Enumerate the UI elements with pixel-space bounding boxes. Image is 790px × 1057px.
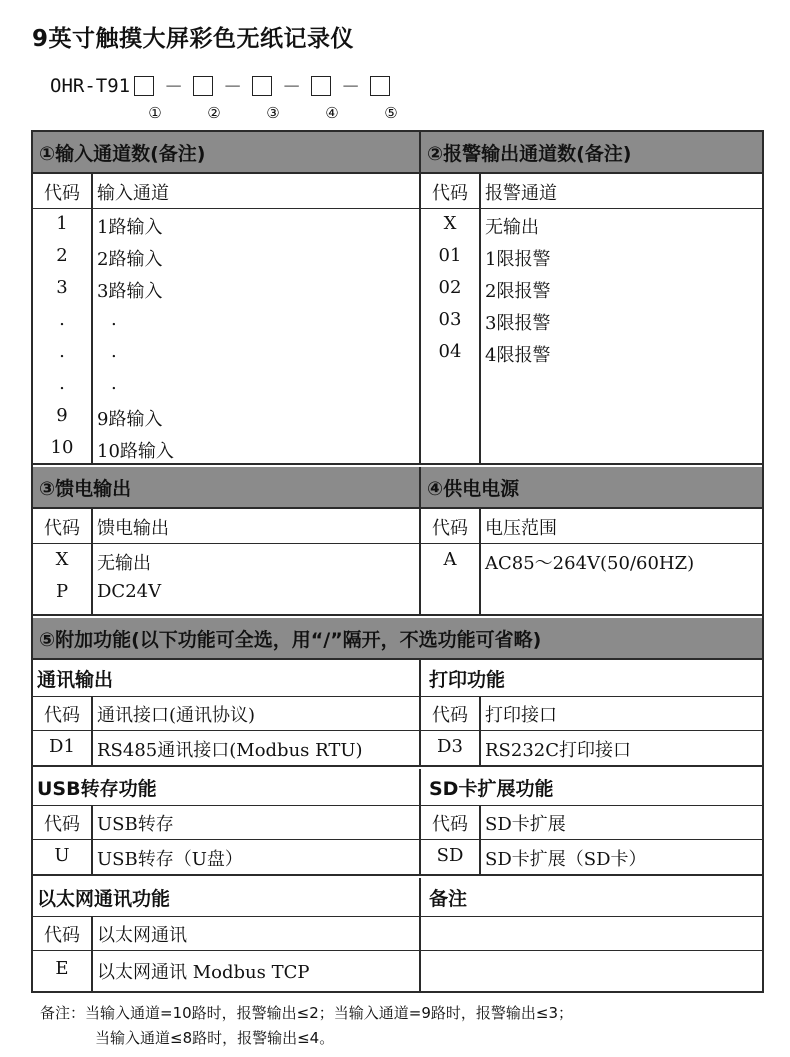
- value-cell: 4限报警: [485, 345, 551, 366]
- comm-title: 通讯输出: [33, 660, 419, 697]
- column-divider: [91, 806, 93, 839]
- option-box-5: [370, 76, 390, 96]
- column-divider: [479, 840, 481, 874]
- value-cell: RS485通讯接口(Modbus RTU): [97, 740, 363, 761]
- usb-title: USB转存功能: [33, 769, 419, 806]
- section1-body: [33, 174, 421, 463]
- print-block: [421, 660, 762, 765]
- section2-body: [421, 174, 762, 463]
- position-number: ⑤: [384, 104, 398, 122]
- section4-col-header: [421, 509, 762, 544]
- position-number: ②: [207, 104, 221, 122]
- model-code: [50, 72, 394, 99]
- sd-title: SD卡扩展功能: [421, 769, 762, 806]
- section3-body: [33, 509, 421, 614]
- value-cell: 无输出: [97, 553, 151, 574]
- value-cell: 1限报警: [485, 249, 551, 270]
- code-cell: .: [59, 309, 65, 330]
- code-cell: D3: [437, 736, 463, 757]
- code-cell: 02: [438, 277, 462, 298]
- column-divider: [91, 509, 93, 614]
- value-cell: .: [111, 309, 117, 330]
- section1-header: ①输入通道数(备注): [33, 132, 421, 172]
- code-cell: D1: [49, 736, 75, 757]
- value-cell: SD卡扩展（SD卡）: [485, 849, 647, 870]
- option-box-3: [252, 76, 272, 96]
- name-col-label: 输入通道: [97, 183, 169, 204]
- section2-header: ②报警输出通道数(备注): [427, 142, 632, 165]
- page-title: 9英寸触摸大屏彩色无纸记录仪: [32, 26, 355, 52]
- value-cell: DC24V: [97, 581, 162, 602]
- code-cell: X: [55, 549, 69, 570]
- code-col-label: 代码: [432, 518, 468, 539]
- name-col-label: 打印接口: [485, 705, 557, 726]
- section5-header: ⑤附加功能(以下功能可全选，用“/”隔开，不选功能可省略): [39, 628, 542, 651]
- code-col-label: 代码: [432, 705, 468, 726]
- code-col-label: 代码: [44, 518, 80, 539]
- code-cell: 9: [56, 405, 68, 426]
- option-box-1: [134, 76, 154, 96]
- section4-header: ④供电电源: [427, 477, 520, 500]
- value-cell: 2限报警: [485, 281, 551, 302]
- value-cell: 9路输入: [97, 409, 163, 430]
- position-number: ①: [148, 104, 162, 122]
- name-col-label: 通讯接口(通讯协议): [97, 705, 256, 726]
- remark-block: [421, 878, 762, 991]
- code-col-label: 代码: [44, 705, 80, 726]
- code-cell: 04: [438, 341, 462, 362]
- name-col-label: USB转存: [97, 814, 174, 835]
- name-col-label: 以太网通讯: [97, 925, 187, 946]
- column-divider: [479, 731, 481, 765]
- code-cell: 10: [50, 437, 74, 458]
- print-title: 打印功能: [421, 660, 762, 697]
- code-cell: E: [55, 958, 69, 979]
- section-header-row: [33, 132, 762, 174]
- code-cell: 3: [56, 277, 68, 298]
- code-col-label: 代码: [432, 814, 468, 835]
- section2-col-header: [421, 174, 762, 209]
- model-dash: －: [164, 76, 184, 98]
- footnote: [40, 1001, 573, 1051]
- value-cell: 2路输入: [97, 249, 163, 270]
- section4-body: [421, 509, 762, 614]
- remark-line: [421, 917, 762, 951]
- code-cell: X: [443, 213, 457, 234]
- comm-col-header: [33, 697, 419, 731]
- footnote-line: 备注：当输入通道=10路时，报警输出≤2；当输入通道=9路时，报警输出≤3；: [40, 1004, 573, 1022]
- section5-header-row: [33, 618, 762, 660]
- column-divider: [91, 697, 93, 730]
- eth-block: [33, 878, 421, 991]
- position-number: ④: [325, 104, 339, 122]
- value-cell: 1路输入: [97, 217, 163, 238]
- value-cell: 3路输入: [97, 281, 163, 302]
- option-box-4: [311, 76, 331, 96]
- column-divider: [479, 509, 481, 614]
- usb-block: [33, 769, 421, 874]
- column-divider: [479, 697, 481, 730]
- code-col-label: 代码: [44, 183, 80, 204]
- addon-block: [33, 878, 762, 991]
- column-divider: [91, 731, 93, 765]
- section12-body: [33, 174, 762, 465]
- code-cell: 01: [438, 245, 462, 266]
- model-dash: －: [282, 76, 302, 98]
- sd-block: [421, 769, 762, 874]
- remark-title: 备注: [421, 878, 762, 917]
- value-cell: .: [111, 373, 117, 394]
- print-col-header: [421, 697, 762, 731]
- footnote-line: 当输入通道≤8路时，报警输出≤4。: [95, 1029, 335, 1047]
- value-cell: 无输出: [485, 217, 539, 238]
- value-cell: 3限报警: [485, 313, 551, 334]
- eth-title: 以太网通讯功能: [33, 878, 419, 917]
- value-cell: .: [111, 341, 117, 362]
- name-col-label: 报警通道: [485, 183, 557, 204]
- column-divider: [91, 951, 93, 991]
- code-cell: .: [59, 373, 65, 394]
- code-cell: SD: [436, 845, 464, 866]
- print-row: [421, 731, 762, 765]
- code-cell: .: [59, 341, 65, 362]
- code-cell: P: [55, 581, 69, 602]
- column-divider: [479, 174, 481, 463]
- code-cell: 03: [438, 309, 462, 330]
- position-number: ③: [266, 104, 280, 122]
- model-dash: －: [341, 76, 361, 98]
- column-divider: [479, 806, 481, 839]
- value-cell: RS232C打印接口: [485, 740, 632, 761]
- usb-col-header: [33, 806, 419, 840]
- sd-col-header: [421, 806, 762, 840]
- section3-header: ③馈电输出: [33, 467, 421, 507]
- model-prefix: OHR-T91: [50, 74, 131, 97]
- code-col-label: 代码: [44, 814, 80, 835]
- column-divider: [91, 840, 93, 874]
- section34-body: [33, 509, 762, 616]
- addon-block: [33, 769, 762, 876]
- code-cell: U: [54, 845, 70, 866]
- code-cell: 2: [56, 245, 68, 266]
- addon-block: [33, 660, 762, 767]
- section-header-row: [33, 467, 762, 509]
- option-box-2: [193, 76, 213, 96]
- eth-col-header: [33, 917, 419, 951]
- value-cell: USB转存（U盘）: [97, 849, 243, 870]
- code-cell: A: [443, 549, 457, 570]
- sd-row: [421, 840, 762, 874]
- column-divider: [91, 917, 93, 950]
- comm-row: [33, 731, 419, 765]
- comm-block: [33, 660, 421, 765]
- name-col-label: 电压范围: [485, 518, 557, 539]
- value-cell: 以太网通讯 Modbus TCP: [97, 962, 310, 983]
- eth-row: [33, 951, 419, 991]
- code-cell: 1: [56, 213, 68, 234]
- model-dash: －: [223, 76, 243, 98]
- code-col-label: 代码: [44, 925, 80, 946]
- column-divider: [91, 174, 93, 463]
- name-col-label: SD卡扩展: [485, 814, 566, 835]
- name-col-label: 馈电输出: [97, 518, 169, 539]
- value-cell: 10路输入: [97, 441, 174, 462]
- value-cell: AC85～264V(50/60HZ): [485, 553, 695, 574]
- remark-line: [421, 951, 762, 991]
- code-col-label: 代码: [432, 183, 468, 204]
- usb-row: [33, 840, 419, 874]
- spec-table: [31, 130, 764, 993]
